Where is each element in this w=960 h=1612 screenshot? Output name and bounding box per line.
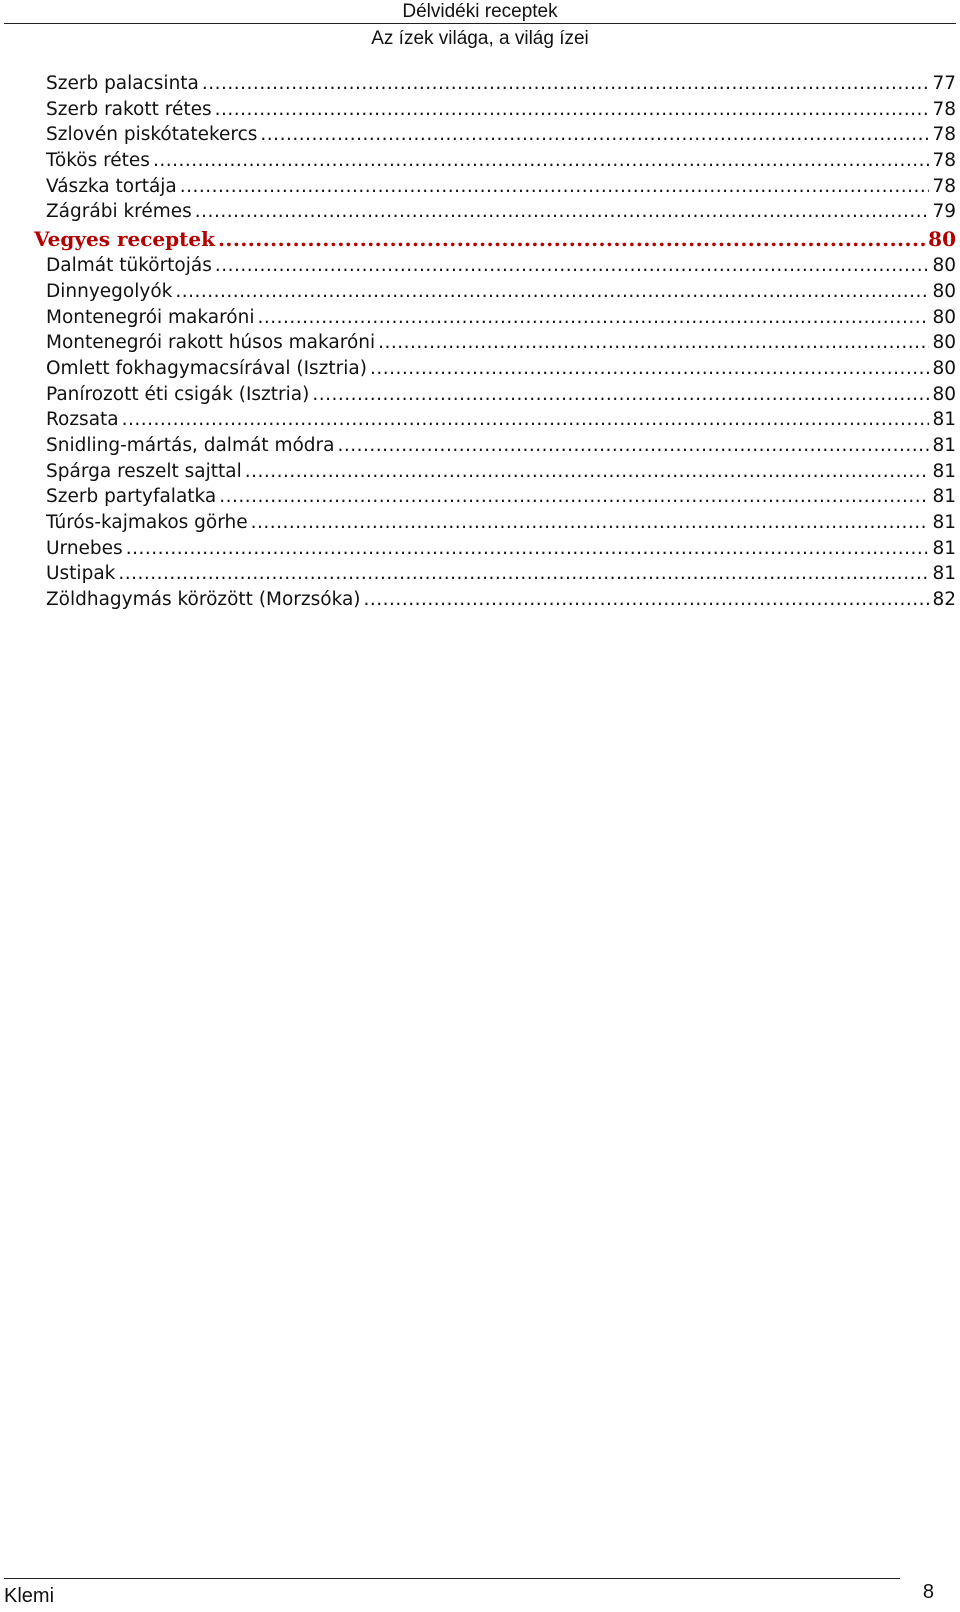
book-title: Délvidéki receptek	[402, 1, 558, 22]
toc-entry-page: 80	[932, 255, 956, 277]
toc-dot-leader	[215, 253, 930, 279]
toc-entry[interactable]	[46, 174, 956, 200]
toc-entry-page: 80	[932, 306, 956, 328]
toc-entry-page: 81	[932, 563, 956, 585]
toc-dot-leader	[260, 122, 929, 148]
toc-entry-page: 78	[932, 150, 956, 172]
toc-entry-page: 80	[932, 357, 956, 379]
toc-dot-leader	[118, 561, 929, 587]
toc-dot-leader	[126, 536, 930, 562]
toc-dot-leader	[258, 305, 930, 331]
toc-entry-title: Zöldhagymás körözött (Morzsóka)	[46, 589, 361, 611]
toc-entry-title: Panírozott éti csigák (Isztria)	[46, 383, 310, 405]
toc-entry-page: 78	[932, 175, 956, 197]
toc-entry-page: 81	[932, 537, 956, 559]
toc-entry-title: Snidling-mártás, dalmát módra	[46, 434, 335, 456]
toc-dot-leader	[251, 510, 930, 536]
toc-dot-leader	[218, 225, 925, 253]
toc-dot-leader	[153, 148, 930, 174]
toc-dot-leader	[202, 71, 930, 97]
toc-dot-leader	[215, 97, 930, 123]
toc-entry-page: 80	[928, 227, 956, 252]
toc-entry-title: Dalmát tükörtojás	[46, 255, 212, 277]
toc-entry-title: Vegyes receptek	[34, 227, 215, 252]
toc-dot-leader	[337, 433, 929, 459]
toc-entry[interactable]	[46, 253, 956, 279]
toc-entry-title: Szlovén piskótatekercs	[46, 124, 258, 146]
table-of-contents	[34, 71, 956, 613]
toc-dot-leader	[195, 199, 930, 225]
toc-entry-title: Túrós-kajmakos görhe	[46, 512, 248, 533]
toc-entry[interactable]	[46, 510, 956, 536]
toc-entry[interactable]	[46, 484, 956, 510]
toc-dot-leader	[122, 407, 930, 433]
toc-entry[interactable]	[46, 97, 956, 123]
page-header	[0, 0, 960, 56]
toc-entry-title: Montenegrói makaróni	[46, 306, 255, 328]
toc-entry[interactable]	[46, 459, 956, 485]
toc-entry[interactable]	[46, 305, 956, 331]
toc-entry[interactable]	[46, 199, 956, 225]
toc-dot-leader	[180, 174, 930, 200]
toc-entry[interactable]	[46, 536, 956, 562]
toc-entry-page: 81	[932, 409, 956, 431]
toc-entry-title: Tökös rétes	[46, 150, 150, 172]
footer-page-number: 8	[922, 1581, 934, 1603]
toc-entry-title: Montenegrói rakott húsos makaróni	[46, 332, 376, 354]
toc-entry[interactable]	[46, 561, 956, 587]
toc-entry[interactable]	[46, 71, 956, 97]
toc-entry[interactable]	[46, 433, 956, 459]
toc-entry-title: Dinnyegolyók	[46, 280, 173, 302]
toc-entry-page: 79	[932, 201, 956, 223]
toc-entry-title: Ustipak	[46, 563, 116, 585]
toc-dot-leader	[219, 484, 929, 510]
toc-entry[interactable]	[46, 587, 956, 613]
toc-entry-page: 80	[932, 332, 956, 354]
toc-entry-title: Zágrábi krémes	[46, 201, 192, 223]
toc-entry-page: 81	[932, 512, 956, 533]
toc-dot-leader	[378, 330, 929, 356]
toc-entry[interactable]	[46, 122, 956, 148]
toc-entry[interactable]	[46, 279, 956, 305]
toc-entry-title: Vászka tortája	[46, 175, 177, 197]
footer-divider	[4, 1578, 900, 1579]
toc-entry-title: Omlett fokhagymacsírával (Isztria)	[46, 357, 367, 379]
toc-entry-page: 78	[932, 98, 956, 120]
toc-dot-leader	[245, 459, 930, 485]
toc-entry-page: 81	[932, 434, 956, 456]
toc-entry-page: 78	[932, 124, 956, 146]
toc-dot-leader	[364, 587, 930, 613]
toc-entry-title: Spárga reszelt sajttal	[46, 460, 242, 482]
toc-entry[interactable]	[46, 382, 956, 408]
toc-section-heading[interactable]	[34, 225, 956, 253]
toc-dot-leader	[370, 356, 930, 382]
toc-entry-page: 82	[932, 589, 956, 611]
toc-entry-page: 77	[932, 73, 956, 94]
toc-dot-leader	[312, 382, 929, 408]
toc-entry-title: Urnebes	[46, 537, 123, 559]
toc-dot-leader	[175, 279, 929, 305]
toc-entry-title: Szerb rakott rétes	[46, 98, 212, 120]
toc-entry[interactable]	[46, 407, 956, 433]
toc-entry-page: 80	[932, 280, 956, 302]
toc-entry[interactable]	[46, 148, 956, 174]
toc-entry-page: 81	[932, 460, 956, 482]
toc-entry-title: Szerb palacsinta	[46, 73, 199, 94]
toc-entry-page: 81	[932, 486, 956, 508]
toc-entry-page: 80	[932, 383, 956, 405]
book-subtitle: Az ízek világa, a világ ízei	[371, 28, 589, 49]
footer-author: Klemi	[4, 1585, 55, 1607]
toc-entry-title: Szerb partyfalatka	[46, 486, 217, 508]
toc-entry[interactable]	[46, 330, 956, 356]
toc-entry-title: Rozsata	[46, 409, 119, 431]
toc-entry[interactable]	[46, 356, 956, 382]
header-divider	[4, 23, 956, 24]
